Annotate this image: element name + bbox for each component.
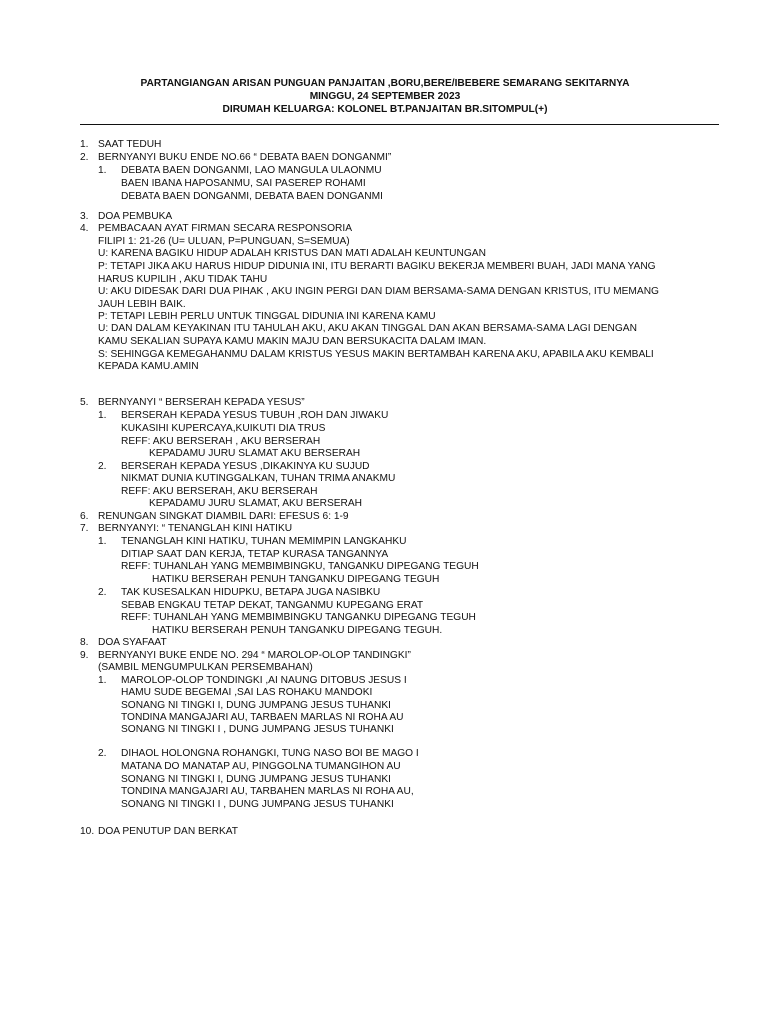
list-number: 1. xyxy=(80,139,89,150)
list-number: 2. xyxy=(98,461,107,472)
line-text: TONDINA MANGAJARI AU, TARBAEN MARLAS NI ROHA AU xyxy=(121,712,404,723)
line-text: S: SEHINGGA KEMEGAHANMU DALAM KRISTUS YESUS MAKIN BERTAMBAH KARENA AKU, APABILA AKU KEMBALI xyxy=(98,349,654,360)
line-text: BERNYANYI BUKE ENDE NO. 294 “ MAROLOP-OLOP TANDINGKI” xyxy=(98,650,411,661)
line-text: P: TETAPI JIKA AKU HARUS HIDUP DIDUNIA INI, ITU BERARTI BAGIKU BEKERJA MEMBERI BUAH, JADI MANA YANG xyxy=(98,261,656,272)
line-text: DEBATA BAEN DONGANMI, DEBATA BAEN DONGANMI xyxy=(121,191,383,202)
line-text: BERNYANYI BUKU ENDE NO.66 “ DEBATA BAEN DONGANMI” xyxy=(98,152,392,163)
line-text: REFF: TUHANLAH YANG MEMBIMBINGKU, TANGANKU DIPEGANG TEGUH xyxy=(121,561,479,572)
line-text: BERSERAH KEPADA YESUS ,DIKAKINYA KU SUJUD xyxy=(121,461,370,472)
line-text: SEBAB ENGKAU TETAP DEKAT, TANGANMU KUPEGANG ERAT xyxy=(121,600,424,611)
header-divider xyxy=(80,124,719,125)
line-text: KEPADAMU JURU SLAMAT AKU BERSERAH xyxy=(149,448,361,459)
line-text: REFF: AKU BERSERAH , AKU BERSERAH xyxy=(121,436,321,447)
line-text: BAEN IBANA HAPOSANMU, SAI PASEREP ROHAMI xyxy=(121,178,366,189)
list-number: 1. xyxy=(98,165,107,176)
line-text: PEMBACAAN AYAT FIRMAN SECARA RESPONSORIA xyxy=(98,223,352,234)
list-number: 2. xyxy=(98,748,107,759)
list-number: 9. xyxy=(80,650,89,661)
list-number: 3. xyxy=(80,211,89,222)
line-text: SONANG NI TINGKI I, DUNG JUMPANG JESUS TUHANKI xyxy=(121,774,392,785)
line-text: HATIKU BERSERAH PENUH TANGANKU DIPEGANG TEGUH. xyxy=(152,625,443,636)
line-text: BERNYANYI: “ TENANGLAH KINI HATIKU xyxy=(98,523,293,534)
line-text: P: TETAPI LEBIH PERLU UNTUK TINGGAL DIDUNIA INI KARENA KAMU xyxy=(98,311,436,322)
line-text: REFF: AKU BERSERAH, AKU BERSERAH xyxy=(121,486,318,497)
line-text: TAK KUSESALKAN HIDUPKU, BETAPA JUGA NASIBKU xyxy=(121,587,381,598)
list-number: 2. xyxy=(80,152,89,163)
line-text: U: AKU DIDESAK DARI DUA PIHAK , AKU INGIN PERGI DAN DIAM BERSAMA-SAMA DENGAN KRISTUS, ITU MEMANG xyxy=(98,286,659,297)
line-text: (SAMBIL MENGUMPULKAN PERSEMBAHAN) xyxy=(98,662,313,673)
line-text: KAMU SEKALIAN SUPAYA KAMU MAKIN MAJU DAN BERSUKACITA DALAM IMAN. xyxy=(98,336,487,347)
header-title: PARTANGIANGAN ARISAN PUNGUAN PANJAITAN ,BORU,BERE/IBEBERE SEMARANG SEKITARNYA xyxy=(140,78,630,89)
line-text: MATANA DO MANATAP AU, PINGGOLNA TUMANGIHON AU xyxy=(121,761,401,772)
line-text: NIKMAT DUNIA KUTINGGALKAN, TUHAN TRIMA ANAKMU xyxy=(121,473,396,484)
list-number: 5. xyxy=(80,397,89,408)
list-number: 7. xyxy=(80,523,89,534)
list-number: 2. xyxy=(98,587,107,598)
header-date: MINGGU, 24 SEPTEMBER 2023 xyxy=(309,91,461,102)
line-text: DEBATA BAEN DONGANMI, LAO MANGULA ULAONMU xyxy=(121,165,382,176)
list-number: 4. xyxy=(80,223,89,234)
document-header xyxy=(80,77,690,116)
line-text: U: KARENA BAGIKU HIDUP ADALAH KRISTUS DAN MATI ADALAH KEUNTUNGAN xyxy=(98,248,486,259)
line-text: DITIAP SAAT DAN KERJA, TETAP KURASA TANGANNYA xyxy=(121,549,389,560)
line-text: HATIKU BERSERAH PENUH TANGANKU DIPEGANG TEGUH xyxy=(152,574,440,585)
line-text: HARUS KUPILIH , AKU TIDAK TAHU xyxy=(98,274,268,285)
line-text: SONANG NI TINGKI I , DUNG JUMPANG JESUS TUHANKI xyxy=(121,724,394,735)
line-text: SAAT TEDUH xyxy=(98,139,162,150)
list-number: 10. xyxy=(80,826,95,837)
line-text: DIHAOL HOLONGNA ROHANGKI, TUNG NASO BOI BE MAGO I xyxy=(121,748,419,759)
line-text: REFF: TUHANLAH YANG MEMBIMBINGKU TANGANKU DIPEGANG TEGUH xyxy=(121,612,476,623)
line-text: U: DAN DALAM KEYAKINAN ITU TAHULAH AKU, AKU AKAN TINGGAL DAN AKAN BERSAMA-SAMA LAGI DENGAN xyxy=(98,323,637,334)
list-number: 1. xyxy=(98,536,107,547)
list-number: 1. xyxy=(98,675,107,686)
line-text: TENANGLAH KINI HATIKU, TUHAN MEMIMPIN LANGKAHKU xyxy=(121,536,407,547)
line-text: RENUNGAN SINGKAT DIAMBIL DARI: EFESUS 6: 1-9 xyxy=(98,511,349,522)
line-text: BERNYANYI “ BERSERAH KEPADA YESUS” xyxy=(98,397,305,408)
line-text: HAMU SUDE BEGEMAI ,SAI LAS ROHAKU MANDOKI xyxy=(121,687,373,698)
line-text: JAUH LEBIH BAIK. xyxy=(98,299,186,310)
line-text: KUKASIHI KUPERCAYA,KUIKUTI DIA TRUS xyxy=(121,423,326,434)
line-text: SONANG NI TINGKI I , DUNG JUMPANG JESUS TUHANKI xyxy=(121,799,394,810)
list-number: 8. xyxy=(80,637,89,648)
line-text: FILIPI 1: 21-26 (U= ULUAN, P=PUNGUAN, S=SEMUA) xyxy=(98,236,350,247)
line-text: DOA SYAFAAT xyxy=(98,637,167,648)
line-text: DOA PENUTUP DAN BERKAT xyxy=(98,826,239,837)
line-text: SONANG NI TINGKI I, DUNG JUMPANG JESUS TUHANKI xyxy=(121,700,392,711)
list-number: 1. xyxy=(98,410,107,421)
line-text: MAROLOP-OLOP TONDINGKI ,AI NAUNG DITOBUS JESUS I xyxy=(121,675,407,686)
line-text: KEPADAMU JURU SLAMAT, AKU BERSERAH xyxy=(149,498,363,509)
line-text: BERSERAH KEPADA YESUS TUBUH ,ROH DAN JIWAKU xyxy=(121,410,389,421)
line-text: DOA PEMBUKA xyxy=(98,211,173,222)
list-number: 6. xyxy=(80,511,89,522)
line-text: KEPADA KAMU.AMIN xyxy=(98,361,199,372)
header-location: DIRUMAH KELUARGA: KOLONEL BT.PANJAITAN BR.SITOMPUL(+) xyxy=(222,104,548,115)
line-text: TONDINA MANGAJARI AU, TARBAHEN MARLAS NI ROHA AU, xyxy=(121,786,414,797)
